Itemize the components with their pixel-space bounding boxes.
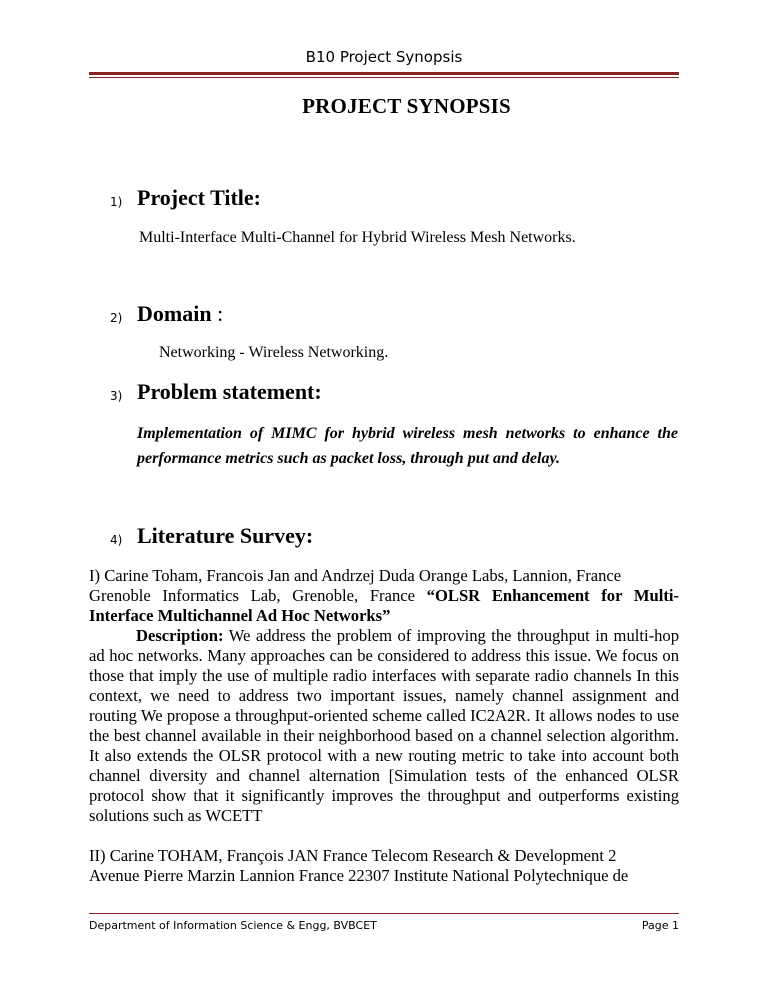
section-heading: Problem statement:: [137, 379, 322, 404]
document-title: [0, 94, 768, 119]
reference-paper-title: “OLSR Enhancement for Multi-Interface Multichannel Ad Hoc Networks”: [89, 586, 679, 625]
literature-reference-1: [89, 566, 679, 826]
section-heading: Literature Survey:: [137, 523, 314, 548]
reference-line: II) Carine TOHAM, François JAN France Telecom Research & Development 2: [89, 846, 617, 865]
literature-reference-2: [89, 846, 679, 886]
section-heading: Project Title:: [137, 185, 262, 210]
section-number: 2): [110, 311, 123, 325]
section-heading: Domain :: [137, 301, 224, 326]
reference-authors-line: I) Carine Toham, Francois Jan and Andrzej Duda Orange Labs, Lannion, France: [89, 566, 622, 585]
section-number: 4): [110, 533, 123, 547]
project-title-text: Multi-Interface Multi-Channel for Hybrid Wireless Mesh Networks.: [139, 229, 576, 246]
document-title-text: PROJECT SYNOPSIS: [302, 94, 511, 118]
section-number: 1): [110, 195, 123, 209]
footer-page-number: Page 1: [641, 919, 679, 932]
problem-statement-text: Implementation of MIMC for hybrid wireless mesh networks to enhance the performance metrics such as packet loss, through put and delay.: [137, 425, 678, 467]
description-label: Description:: [136, 626, 224, 645]
reference-line: Avenue Pierre Marzin Lannion France 22307 Institute National Polytechnique de: [89, 866, 629, 885]
reference-description: [89, 626, 679, 826]
header-rule-thick: [89, 72, 679, 75]
footer-department: Department of Information Science & Engg, BVBCET: [89, 919, 377, 932]
header-rule-thin: [89, 77, 679, 78]
reference-affiliation-title: Grenoble Informatics Lab, Grenoble, France “OLSR Enhancement for Multi-Interface Multichannel Ad Hoc Networks”: [89, 586, 679, 625]
footer-rule: [89, 913, 679, 914]
domain-text: Networking - Wireless Networking.: [159, 344, 389, 361]
running-header: B10 Project Synopsis: [305, 48, 463, 66]
description-text: We address the problem of improving the throughput in multi-hop ad hoc networks. Many approaches can be considered to address this issue. We focus on those that imply the use of multiple radio interfaces with separate radio channels In this context, we need to address two important issues, namely channel assignment and routing We propose a throughput-oriented scheme called IC2A2R. It allows nodes to use the best channel available in their neighborhood based on a channel selection algorithm. It also extends the OLSR protocol with a new routing metric to take into account both channel diversity and channel alternation [Simulation tests of the enhanced OLSR protocol show that it significantly improves the throughput and outperforms existing solutions such as WCETT: [89, 626, 679, 825]
section-number: 3): [110, 389, 123, 403]
